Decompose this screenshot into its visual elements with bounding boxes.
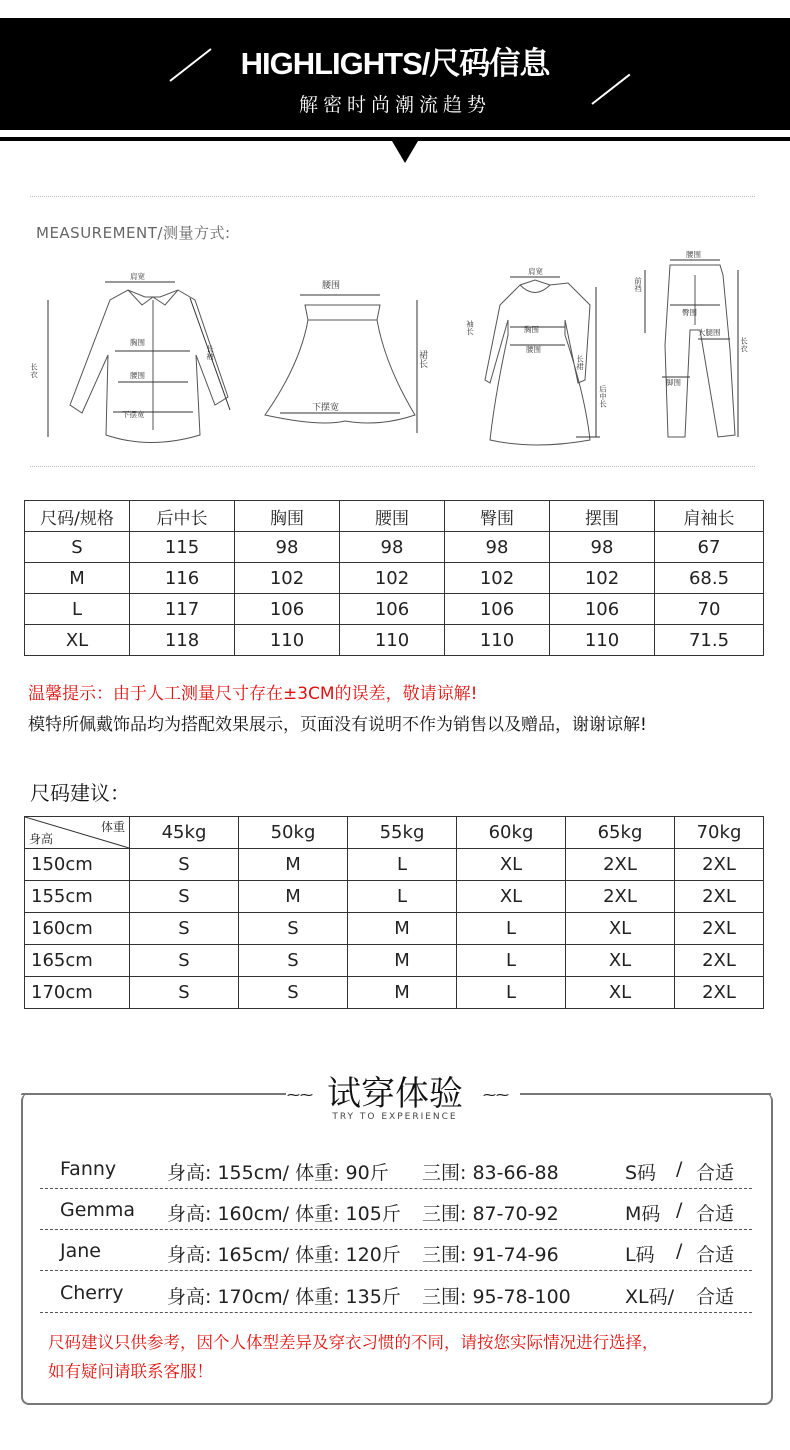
model-measure: 三围: 91-74-96 [422, 1244, 559, 1266]
table-cell: L [348, 881, 457, 913]
shirt-hem-label: 下摆宽 [122, 410, 145, 419]
table-cell: M [239, 881, 348, 913]
table-cell: S [239, 977, 348, 1009]
dress-shoulder-label: 肩宽 [528, 267, 543, 276]
table-cell: M [239, 849, 348, 881]
table-cell: 116 [130, 563, 235, 594]
table-cell: 106 [340, 594, 445, 625]
table-row [25, 945, 764, 977]
skirt-hem-label: 下摆宽 [312, 403, 340, 413]
table-cell: S [25, 532, 130, 563]
ornament-icon: ⁓⁓ [287, 1088, 313, 1103]
table-header-cell: 50kg [239, 817, 348, 849]
model-size: L码 [625, 1244, 655, 1266]
size-spec-table [24, 500, 764, 656]
ornament-icon: ⁓⁓ [483, 1088, 509, 1103]
dress-sleeve-label: 袖长 [465, 320, 475, 335]
measurement-error-tip: 温馨提示：由于人工测量尺寸存在±3CM的误差，敬请谅解! [28, 684, 478, 704]
table-cell: 67 [655, 532, 764, 563]
model-size: S码 [625, 1162, 657, 1184]
corner-height-label: 身高 [29, 832, 54, 846]
table-cell: XL [457, 881, 566, 913]
size-recommendation-table [24, 816, 764, 1009]
skirt-waist-label: 腰围 [322, 281, 341, 291]
model-fit: 合适 [696, 1286, 735, 1308]
table-cell: XL [566, 945, 675, 977]
pants-hip-label: 臀围 [682, 308, 697, 317]
table-cell: M [25, 563, 130, 594]
table-cell: 165cm [25, 945, 130, 977]
trial-row [40, 1230, 752, 1271]
divider [30, 196, 755, 197]
table-cell: L [348, 849, 457, 881]
model-name: Cherry [60, 1282, 124, 1304]
model-name: Fanny [60, 1158, 117, 1180]
pants-rise-label: 前裆 [633, 277, 643, 292]
table-cell: M [348, 913, 457, 945]
measurement-diagrams [30, 245, 760, 460]
table-cell: 98 [235, 532, 340, 563]
table-cell: 106 [445, 594, 550, 625]
table-cell: S [130, 913, 239, 945]
table-header-cell: 60kg [457, 817, 566, 849]
table-header-cell: 腰围 [340, 501, 445, 532]
table-cell: 102 [340, 563, 445, 594]
trial-row [40, 1272, 752, 1313]
page-subtitle: 解密时尚潮流趋势 [298, 94, 491, 116]
model-fit: 合适 [696, 1162, 735, 1184]
table-header-cell: 70kg [675, 817, 764, 849]
model-size: XL码/ [625, 1286, 675, 1308]
separator: / [676, 1158, 683, 1180]
table-header-row [25, 501, 764, 532]
table-cell: 160cm [25, 913, 130, 945]
corner-weight-label: 体重 [100, 820, 125, 834]
page-title: HIGHLIGHTS/尺码信息 [240, 46, 550, 81]
model-body: 身高: 170cm/ 体重: 135斤 [167, 1286, 401, 1308]
dress-back-length-label: 后中长 [598, 385, 608, 408]
dress-diagram [485, 280, 590, 445]
down-arrow-icon [392, 141, 418, 163]
table-cell: XL [566, 977, 675, 1009]
table-row [25, 563, 764, 594]
table-row [25, 532, 764, 563]
table-cell: 2XL [675, 849, 764, 881]
pants-hem-label: 脚围 [666, 378, 681, 387]
table-header-cell: 45kg [130, 817, 239, 849]
table-cell: 102 [445, 563, 550, 594]
table-cell: 102 [235, 563, 340, 594]
model-size: M码 [625, 1203, 661, 1225]
table-cell: 68.5 [655, 563, 764, 594]
table-cell: 110 [550, 625, 655, 656]
table-cell: S [130, 849, 239, 881]
measurement-title: MEASUREMENT/测量方式: [36, 224, 231, 242]
size-note: 尺码建议只供参考，因个人体型差异及穿衣习惯的不同，请按您实际情况进行选择， [48, 1333, 659, 1352]
shirt-diagram [70, 290, 228, 443]
accessory-notice: 模特所佩戴饰品均为搭配效果展示，页面没有说明不作为销售以及赠品，谢谢谅解! [28, 715, 647, 735]
table-row [25, 849, 764, 881]
table-cell: 98 [340, 532, 445, 563]
shirt-sleeve-label: 长袖 [205, 345, 215, 360]
table-cell: 2XL [675, 977, 764, 1009]
table-cell: 98 [445, 532, 550, 563]
model-fit: 合适 [696, 1203, 735, 1225]
separator: / [676, 1240, 683, 1262]
table-header-row [25, 817, 764, 849]
model-body: 身高: 165cm/ 体重: 120斤 [167, 1244, 401, 1266]
table-cell: 102 [550, 563, 655, 594]
table-header-cell: 臀围 [445, 501, 550, 532]
model-name: Gemma [60, 1199, 136, 1221]
table-cell: 2XL [566, 881, 675, 913]
table-cell: 71.5 [655, 625, 764, 656]
pants-length-label: 长衣 [739, 337, 749, 352]
table-cell: S [239, 913, 348, 945]
table-cell: 117 [130, 594, 235, 625]
corner-cell [25, 817, 130, 849]
trial-title: 试穿体验 [327, 1074, 463, 1114]
table-cell: M [348, 977, 457, 1009]
table-cell: S [239, 945, 348, 977]
table-cell: M [348, 945, 457, 977]
table-cell: XL [566, 913, 675, 945]
shirt-waist-label: 腰围 [130, 371, 145, 380]
table-cell: 2XL [566, 849, 675, 881]
separator: / [676, 1199, 683, 1221]
table-cell: 118 [130, 625, 235, 656]
table-row [25, 881, 764, 913]
shirt-shoulder-label: 肩宽 [130, 272, 145, 281]
table-row [25, 594, 764, 625]
table-cell: XL [457, 849, 566, 881]
table-header-cell: 胸围 [235, 501, 340, 532]
dress-bust-label: 胸围 [524, 325, 539, 334]
table-cell: L [25, 594, 130, 625]
model-name: Jane [60, 1240, 101, 1262]
table-cell: 70 [655, 594, 764, 625]
dress-length-label: 长裙 [575, 355, 585, 370]
skirt-diagram [265, 305, 415, 423]
table-cell: 98 [550, 532, 655, 563]
divider [30, 466, 755, 467]
recommendation-title: 尺码建议： [30, 781, 130, 805]
table-header-cell: 肩袖长 [655, 501, 764, 532]
table-cell: L [457, 977, 566, 1009]
shirt-length-label: 长衣 [30, 363, 39, 378]
table-cell: 2XL [675, 945, 764, 977]
trial-row [40, 1148, 752, 1189]
size-note: 如有疑问请联系客服！ [48, 1362, 213, 1381]
model-measure: 三围: 95-78-100 [422, 1286, 571, 1308]
table-header-cell: 55kg [348, 817, 457, 849]
table-cell: 110 [445, 625, 550, 656]
table-cell: S [130, 977, 239, 1009]
table-cell: 170cm [25, 977, 130, 1009]
table-row [25, 977, 764, 1009]
pants-waist-label: 腰围 [686, 250, 701, 259]
table-header-cell: 后中长 [130, 501, 235, 532]
model-fit: 合适 [696, 1244, 735, 1266]
table-cell: XL [25, 625, 130, 656]
model-measure: 三围: 87-70-92 [422, 1203, 559, 1225]
trial-row [40, 1189, 752, 1230]
model-measure: 三围: 83-66-88 [422, 1162, 559, 1184]
table-cell: S [130, 945, 239, 977]
shirt-bust-label: 胸围 [130, 338, 145, 347]
skirt-length-label: 裙长 [417, 350, 427, 368]
table-header-cell: 65kg [566, 817, 675, 849]
model-body: 身高: 160cm/ 体重: 105斤 [167, 1203, 401, 1225]
table-cell: L [457, 913, 566, 945]
table-row [25, 913, 764, 945]
table-cell: S [130, 881, 239, 913]
table-cell: 155cm [25, 881, 130, 913]
table-cell: L [457, 945, 566, 977]
table-cell: 2XL [675, 881, 764, 913]
table-cell: 106 [550, 594, 655, 625]
dress-waist-label: 腰围 [526, 345, 541, 354]
trial-subtitle: TRY TO EXPERIENCE [332, 1112, 458, 1122]
table-cell: 106 [235, 594, 340, 625]
table-cell: 110 [340, 625, 445, 656]
table-header-cell: 摆围 [550, 501, 655, 532]
pants-diagram [665, 265, 735, 437]
pants-thigh-label: 大腿围 [698, 328, 721, 337]
table-row [25, 625, 764, 656]
table-cell: 150cm [25, 849, 130, 881]
table-header-cell: 尺码/规格 [25, 501, 130, 532]
table-cell: 2XL [675, 913, 764, 945]
table-cell: 110 [235, 625, 340, 656]
table-cell: 115 [130, 532, 235, 563]
model-body: 身高: 155cm/ 体重: 90斤 [167, 1162, 389, 1184]
